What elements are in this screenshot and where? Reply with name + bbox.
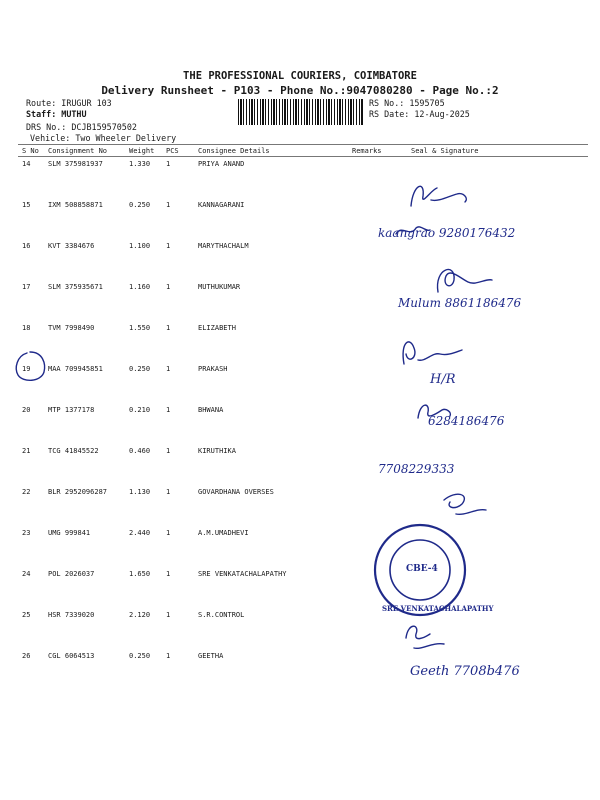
signature-row-18-19 (396, 334, 466, 374)
col-pcs: PCS (166, 147, 179, 155)
rs-number: RS No.: 1595705 (369, 98, 445, 108)
row-consignee: GEETHA (198, 652, 224, 660)
signature-row-19-note: H/R (430, 372, 456, 387)
row-weight: 1.550 (129, 324, 151, 332)
row-weight: 0.250 (129, 652, 151, 660)
table-row (0, 160, 600, 172)
col-consignment: Consignment No (48, 147, 108, 155)
rs-date: RS Date: 12-Aug-2025 (369, 109, 470, 119)
header-rule-bottom (18, 156, 588, 157)
row-consignee: KIRUTHIKA (198, 447, 236, 455)
signature-row-26-note: Geeth 7708b476 (410, 664, 520, 679)
seal-inner-text: CBE-4 (406, 564, 438, 574)
table-row (0, 652, 600, 664)
col-remarks: Remarks (352, 147, 382, 155)
runsheet-title: Delivery Runsheet - P103 - Phone No.:9047080280 - Page No.:2 (101, 84, 499, 97)
row-consignment-no: UMG 999841 (48, 529, 91, 537)
vehicle-label: Vehicle: Two Wheeler Delivery (30, 133, 177, 143)
row-pcs: 1 (166, 283, 171, 291)
row-pcs: 1 (166, 488, 171, 496)
row-pcs: 1 (166, 324, 171, 332)
row-pcs: 1 (166, 611, 171, 619)
row-weight: 1.130 (129, 488, 151, 496)
drs-number: DRS No.: DCJB159570502 (26, 122, 137, 132)
row-consignee: MARYTHACHALM (198, 242, 249, 250)
row-consignee: ELIZABETH (198, 324, 236, 332)
row-sno: 23 (22, 529, 31, 537)
row-pcs: 1 (166, 447, 171, 455)
table-row (0, 488, 600, 500)
row-weight: 2.120 (129, 611, 151, 619)
table-row (0, 529, 600, 541)
row-weight: 2.440 (129, 529, 151, 537)
row-consignee: GOVARDHANA OVERSES (198, 488, 274, 496)
row-consignee: PRAKASH (198, 365, 228, 373)
table-row (0, 365, 600, 377)
row-consignee: SRE VENKATACHALAPATHY (198, 570, 287, 578)
row-consignee: A.M.UMADHEVI (198, 529, 249, 537)
signature-row-22 (436, 486, 496, 522)
header-rule-top (18, 144, 588, 145)
row-consignee: S.R.CONTROL (198, 611, 245, 619)
row-sno: 18 (22, 324, 31, 332)
signature-row-16-note: kaangrao 9280176432 (378, 226, 516, 240)
row-sno: 19 (22, 365, 31, 373)
row-consignment-no: SLM 375935671 (48, 283, 103, 291)
row-consignee: BHWANA (198, 406, 224, 414)
row-consignment-no: CGL 6064513 (48, 652, 95, 660)
signature-row-14 (405, 176, 475, 216)
row-weight: 0.250 (129, 201, 151, 209)
signature-row-25 (398, 618, 458, 658)
table-row (0, 447, 600, 459)
row-consignment-no: TCG 41845522 (48, 447, 99, 455)
table-row (0, 242, 600, 254)
row-consignment-no: TVM 7998490 (48, 324, 95, 332)
row-consignment-no: MTP 1377178 (48, 406, 95, 414)
row-weight: 0.210 (129, 406, 151, 414)
row-consignee: MUTHUKUMAR (198, 283, 241, 291)
row-sno: 26 (22, 652, 31, 660)
table-row (0, 324, 600, 336)
row-19-circle-mark (13, 350, 47, 384)
col-consignee: Consignee Details (198, 147, 270, 155)
row-pcs: 1 (166, 242, 171, 250)
col-seal-signature: Seal & Signature (411, 147, 479, 155)
row-pcs: 1 (166, 529, 171, 537)
row-consignment-no: MAA 709945851 (48, 365, 103, 373)
row-pcs: 1 (166, 406, 171, 414)
signature-row-17-note: Mulum 8861186476 (398, 296, 522, 310)
row-consignment-no: IXM 508858871 (48, 201, 103, 209)
barcode-image (238, 99, 364, 125)
row-sno: 17 (22, 283, 31, 291)
row-weight: 1.650 (129, 570, 151, 578)
row-sno: 14 (22, 160, 31, 168)
seal-outer-text: SRE VENKATACHALAPATHY (382, 604, 494, 613)
table-row (0, 201, 600, 213)
row-weight: 1.160 (129, 283, 151, 291)
route-label: Route: IRUGUR 103 (26, 98, 112, 108)
staff-label: Staff: MUTHU (26, 109, 87, 119)
row-weight: 1.100 (129, 242, 151, 250)
row-weight: 0.250 (129, 365, 151, 373)
signature-row-21-note: 7708229333 (378, 462, 455, 476)
row-sno: 21 (22, 447, 31, 455)
table-row (0, 611, 600, 623)
row-weight: 1.330 (129, 160, 151, 168)
row-consignment-no: HSR 7339020 (48, 611, 95, 619)
row-pcs: 1 (166, 365, 171, 373)
signature-row-17 (428, 260, 498, 300)
row-consignment-no: KVT 3384676 (48, 242, 95, 250)
signature-row-20-note: 6284186476 (428, 414, 505, 428)
table-row (0, 406, 600, 418)
row-weight: 0.460 (129, 447, 151, 455)
table-row (0, 283, 600, 295)
row-sno: 22 (22, 488, 31, 496)
row-pcs: 1 (166, 570, 171, 578)
col-sno: S No (22, 147, 39, 155)
row-consignment-no: BLR 2952096287 (48, 488, 108, 496)
row-pcs: 1 (166, 652, 171, 660)
row-sno: 20 (22, 406, 31, 414)
company-name: THE PROFESSIONAL COURIERS, COIMBATORE (183, 70, 417, 82)
row-consignment-no: POL 2026037 (48, 570, 95, 578)
table-row (0, 570, 600, 582)
row-sno: 15 (22, 201, 31, 209)
row-consignee: PRIYA ANAND (198, 160, 245, 168)
row-consignee: KANNAGARANI (198, 201, 245, 209)
row-sno: 16 (22, 242, 31, 250)
row-consignment-no: SLM 375981937 (48, 160, 103, 168)
row-sno: 25 (22, 611, 31, 619)
row-pcs: 1 (166, 160, 171, 168)
row-pcs: 1 (166, 201, 171, 209)
row-sno: 24 (22, 570, 31, 578)
col-weight: Weight (129, 147, 155, 155)
